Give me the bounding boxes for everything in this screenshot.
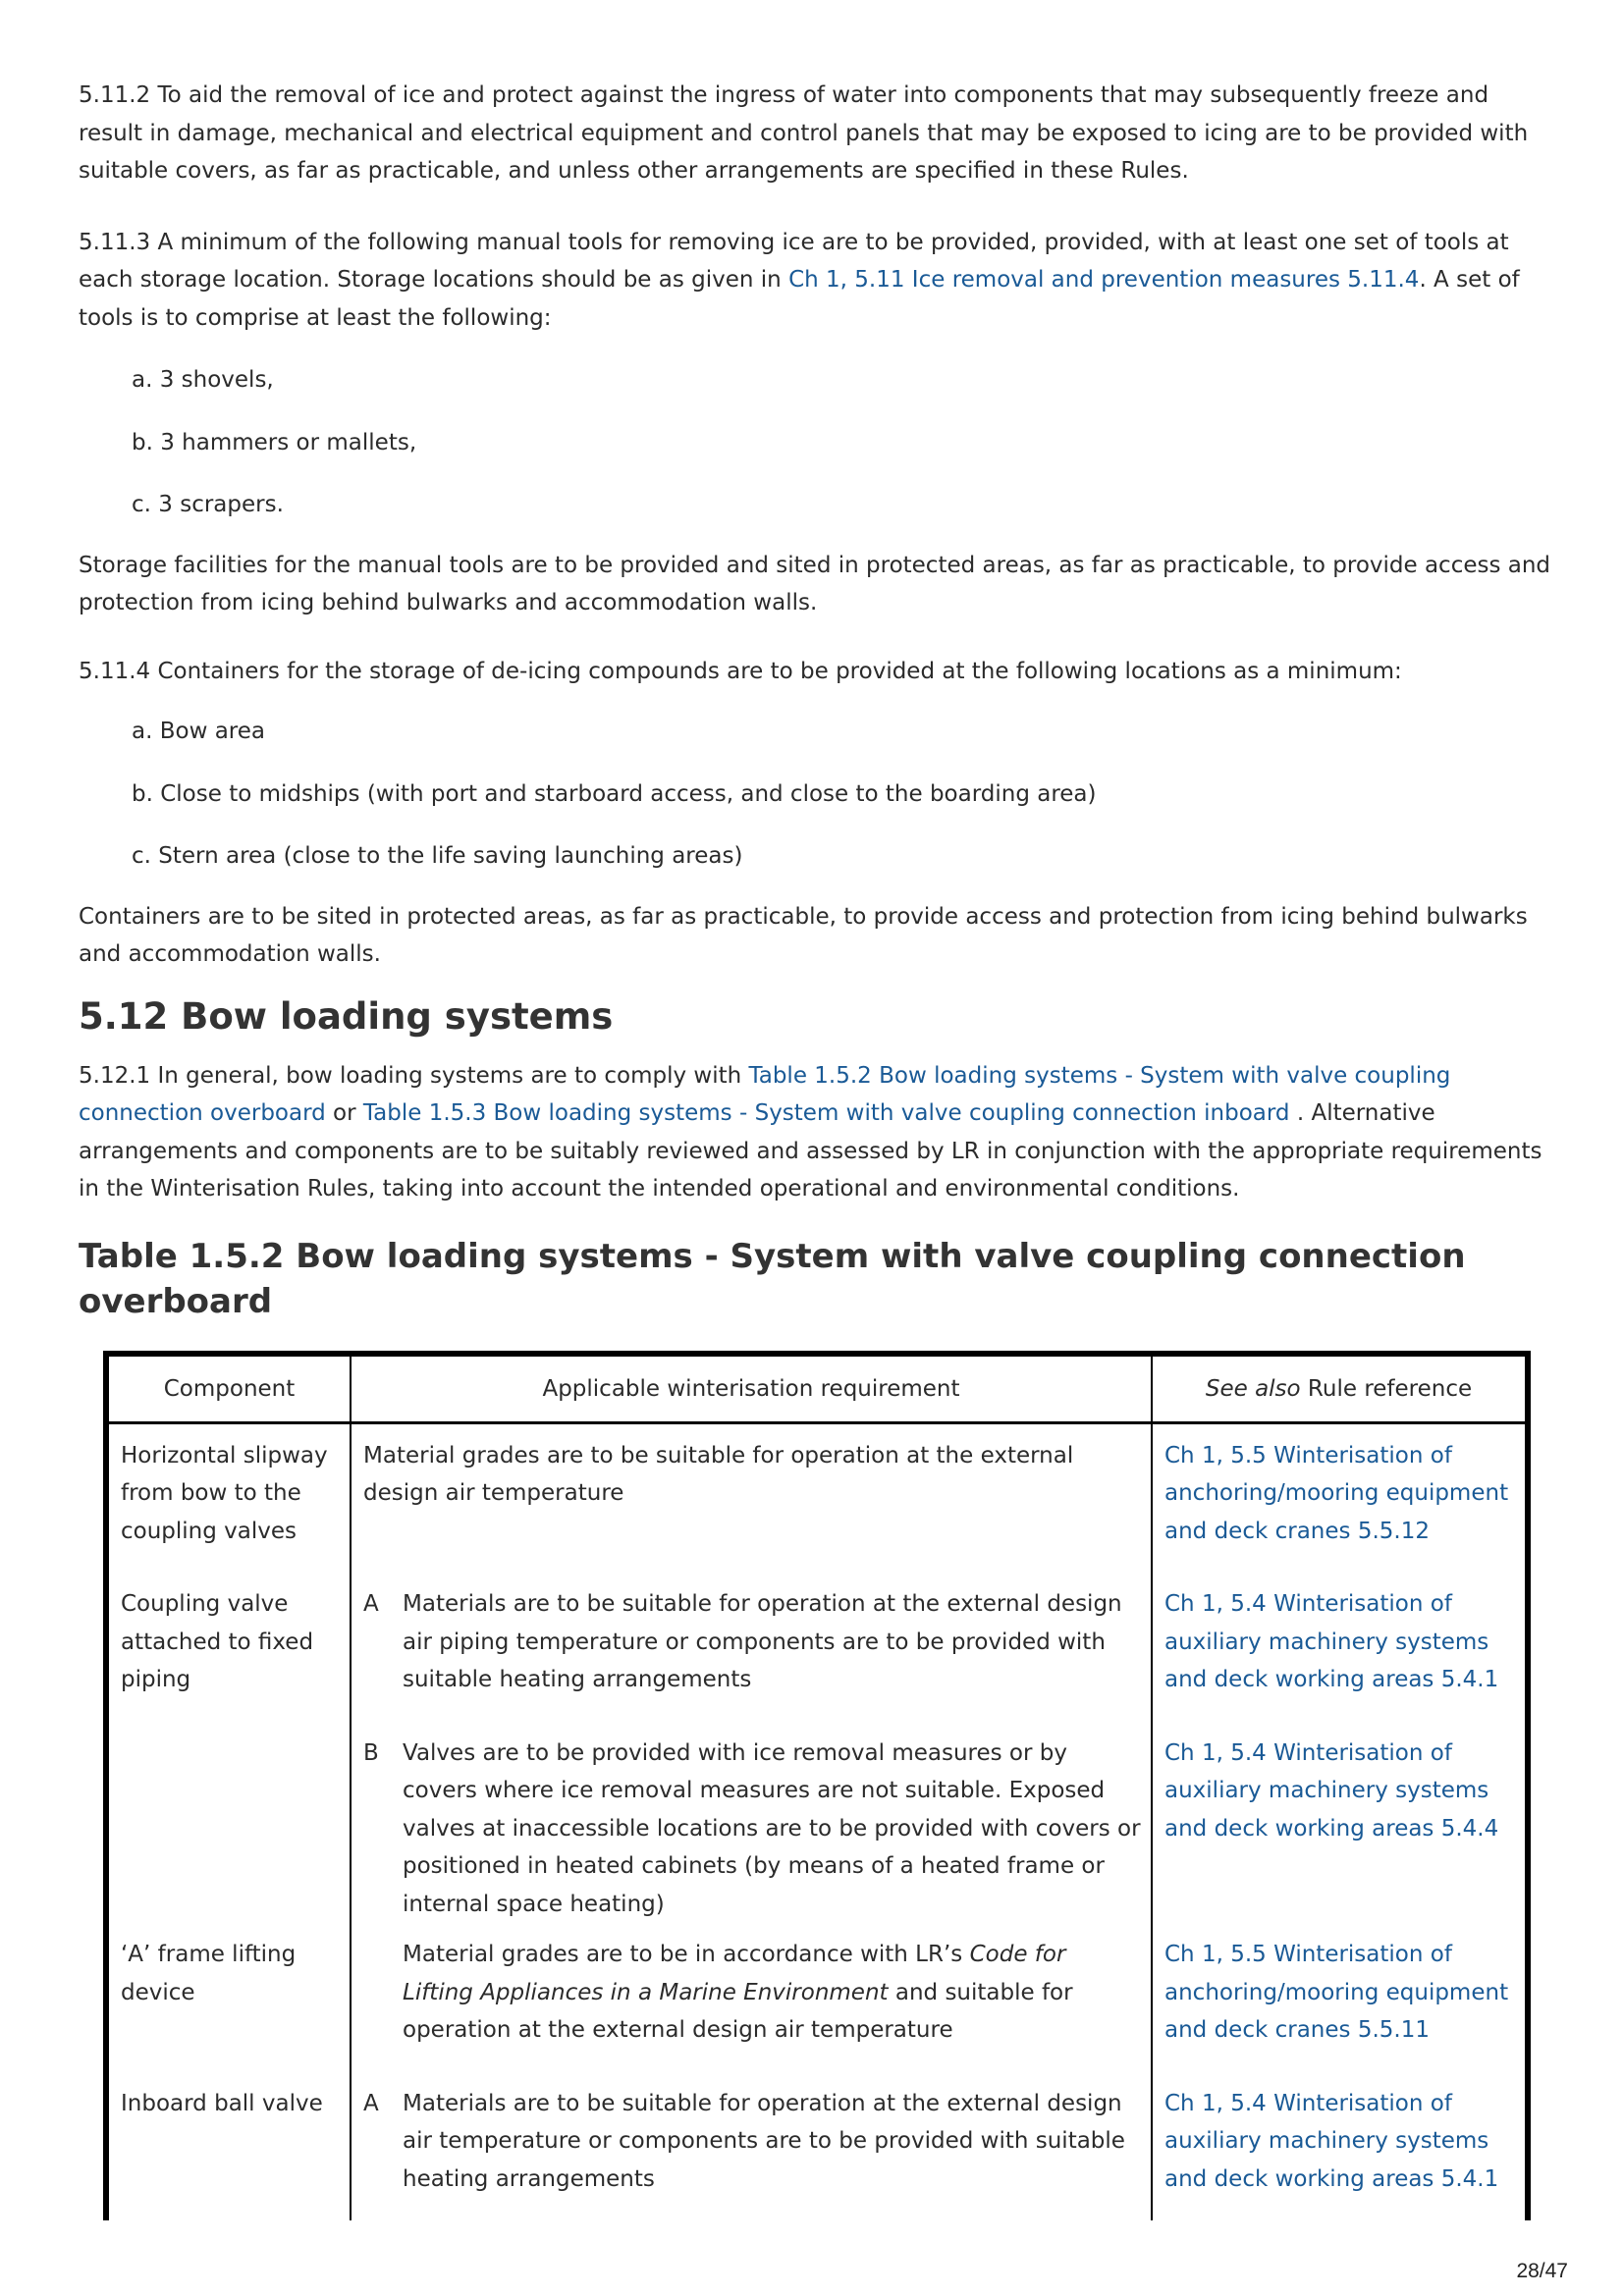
- requirement-letter: [363, 1936, 403, 2050]
- cell-reference: [1152, 1722, 1525, 1924]
- cell-reference: [1152, 1923, 1525, 2072]
- rule-reference-link[interactable]: Ch 1, 5.5 Winterisation of anchoring/mooring equipment and deck cranes 5.5.11: [1164, 1942, 1509, 2043]
- list-item-location: c. Stern area (close to the life saving launching areas): [132, 843, 743, 869]
- paragraph-5-12-1-or: or: [325, 1100, 363, 1126]
- table-header-row: [109, 1357, 1525, 1423]
- requirement-text: Material grades are to be suitable for operation at the external design air temperature: [363, 1442, 1074, 1506]
- paragraph-5-12-1-text-end: . Alternative arrangements and components are to be suitably reviewed and assessed by LR in conjunction with the appropriate requirements in the Winterisation Rules, taking into account the intended operational and environmental conditions.: [79, 1100, 1542, 1201]
- rule-reference-link[interactable]: Ch 1, 5.5 Winterisation of anchoring/mooring equipment and deck cranes 5.5.12: [1164, 1442, 1509, 1544]
- cell-reference: [1152, 1422, 1525, 1573]
- cell-component: Inboard ball valve: [121, 2090, 323, 2116]
- header-see-also: See also: [1205, 1375, 1301, 1402]
- page-number: 28/47: [1516, 2260, 1568, 2282]
- requirement-text: Valves are to be provided with ice removal measures or by covers where ice removal measures are not suitable. Exposed valves at inaccessible locations are to be provided with covers or positioned in heated cabinets (by means of a heated frame or internal space heating): [403, 1739, 1141, 1917]
- paragraph-5-11-4: 5.11.4 Containers for the storage of de-icing compounds are to be provided at the following locations as a minimum:: [79, 658, 1402, 684]
- cell-requirement: [351, 1422, 1152, 1573]
- cell-requirement: [351, 1573, 1152, 1722]
- cell-component: Horizontal slipway from bow to the coupling valves: [121, 1442, 328, 1544]
- requirement-text: Materials are to be suitable for operation at the external design air temperature or components are to be provided with suitable heating arrangements: [403, 2090, 1125, 2192]
- paragraph-5-12-1-text: 5.12.1 In general, bow loading systems are to comply with: [79, 1062, 749, 1089]
- cell-component: [109, 1722, 351, 1924]
- link-ch1-5-11-4[interactable]: Ch 1, 5.11 Ice removal and prevention measures 5.11.4: [788, 267, 1420, 293]
- header-rule-reference: [1152, 1357, 1525, 1423]
- requirement-text-start: Material grades are to be in accordance with LR’s: [403, 1942, 970, 1967]
- rule-reference-link[interactable]: Ch 1, 5.4 Winterisation of auxiliary machinery systems and deck working areas 5.4.1: [1164, 2090, 1499, 2192]
- cell-component: ‘A’ frame lifting device: [121, 1942, 297, 2005]
- rule-reference-link[interactable]: Ch 1, 5.4 Winterisation of auxiliary machinery systems and deck working areas 5.4.4: [1164, 1739, 1499, 1842]
- requirement-text: [403, 1936, 1141, 2050]
- table-row: [109, 1422, 1525, 1573]
- list-item-location: b. Close to midships (with port and starboard access, and close to the boarding area): [132, 780, 1097, 807]
- header-rule-reference-text: Rule reference: [1300, 1375, 1473, 1402]
- cell-reference: [1152, 2072, 1525, 2221]
- header-component: Component: [109, 1357, 351, 1423]
- paragraph-5-12-1: [79, 1057, 1551, 1208]
- cell-reference: [1152, 1573, 1525, 1722]
- requirement-text-end: and suitable for operation at the external design air temperature: [403, 1979, 1073, 2043]
- paragraph-storage: Storage facilities for the manual tools are to be provided and sited in protected areas, as far as practicable, to provide access and protection from icing behind bulwarks and accommodation walls.: [79, 552, 1551, 615]
- section-heading-5-12: 5.12 Bow loading systems: [79, 994, 614, 1038]
- list-item-tool: a. 3 shovels,: [132, 367, 274, 393]
- table-row: [109, 1923, 1525, 2072]
- table-row: [109, 1573, 1525, 1722]
- table-row: [109, 1722, 1525, 1924]
- list-item-location: a. Bow area: [132, 719, 265, 744]
- requirement-letter: B: [363, 1739, 379, 1766]
- header-requirement: Applicable winterisation requirement: [351, 1357, 1152, 1423]
- cell-requirement: [351, 1722, 1152, 1924]
- document-page: [79, 77, 1551, 2220]
- link-table-1-5-2[interactable]: Table 1.5.2 Bow loading systems - System with valve coupling connection overboard: [79, 1062, 1451, 1126]
- requirements-table: [103, 1351, 1531, 2221]
- table-title: Table 1.5.2 Bow loading systems - System with valve coupling connection overboard: [79, 1236, 1466, 1321]
- cell-component: Coupling valve attached to fixed piping: [121, 1591, 314, 1692]
- requirement-text: Materials are to be suitable for operation at the external design air piping temperature or components are to be provided with suitable heating arrangements: [403, 1591, 1122, 1692]
- paragraph-5-11-3: [79, 224, 1551, 338]
- cell-requirement: [351, 2072, 1152, 2221]
- requirement-letter: A: [363, 1591, 379, 1617]
- code-title: Code for Lifting Appliances in a Marine Environment: [403, 1942, 1066, 2005]
- paragraph-5-11-3-text: 5.11.3 A minimum of the following manual tools for removing ice are to be provided, provided, with at least one set of tools at each storage location. Storage locations should be as given in: [79, 229, 1509, 293]
- requirement-letter: A: [363, 2090, 379, 2116]
- table-row: [109, 2072, 1525, 2221]
- rule-reference-link[interactable]: Ch 1, 5.4 Winterisation of auxiliary machinery systems and deck working areas 5.4.1: [1164, 1591, 1499, 1692]
- link-table-1-5-3[interactable]: Table 1.5.3 Bow loading systems - System with valve coupling connection inboard: [362, 1100, 1290, 1126]
- cell-requirement: [351, 1923, 1152, 2072]
- list-item-tool: c. 3 scrapers.: [132, 492, 284, 517]
- paragraph-containers: Containers are to be sited in protected areas, as far as practicable, to provide access and protection from icing behind bulwarks and accommodation walls.: [79, 903, 1528, 967]
- paragraph-5-11-2: 5.11.2 To aid the removal of ice and protect against the ingress of water into components that may subsequently freeze and result in damage, mechanical and electrical equipment and control panels that may be exposed to icing are to be provided with suitable covers, as far as practicable, and unless other arrangements are specified in these Rules.: [79, 82, 1529, 184]
- paragraph-5-11-3-text-end: . A set of tools is to comprise at least the following:: [79, 267, 1520, 331]
- list-item-tool: b. 3 hammers or mallets,: [132, 429, 417, 455]
